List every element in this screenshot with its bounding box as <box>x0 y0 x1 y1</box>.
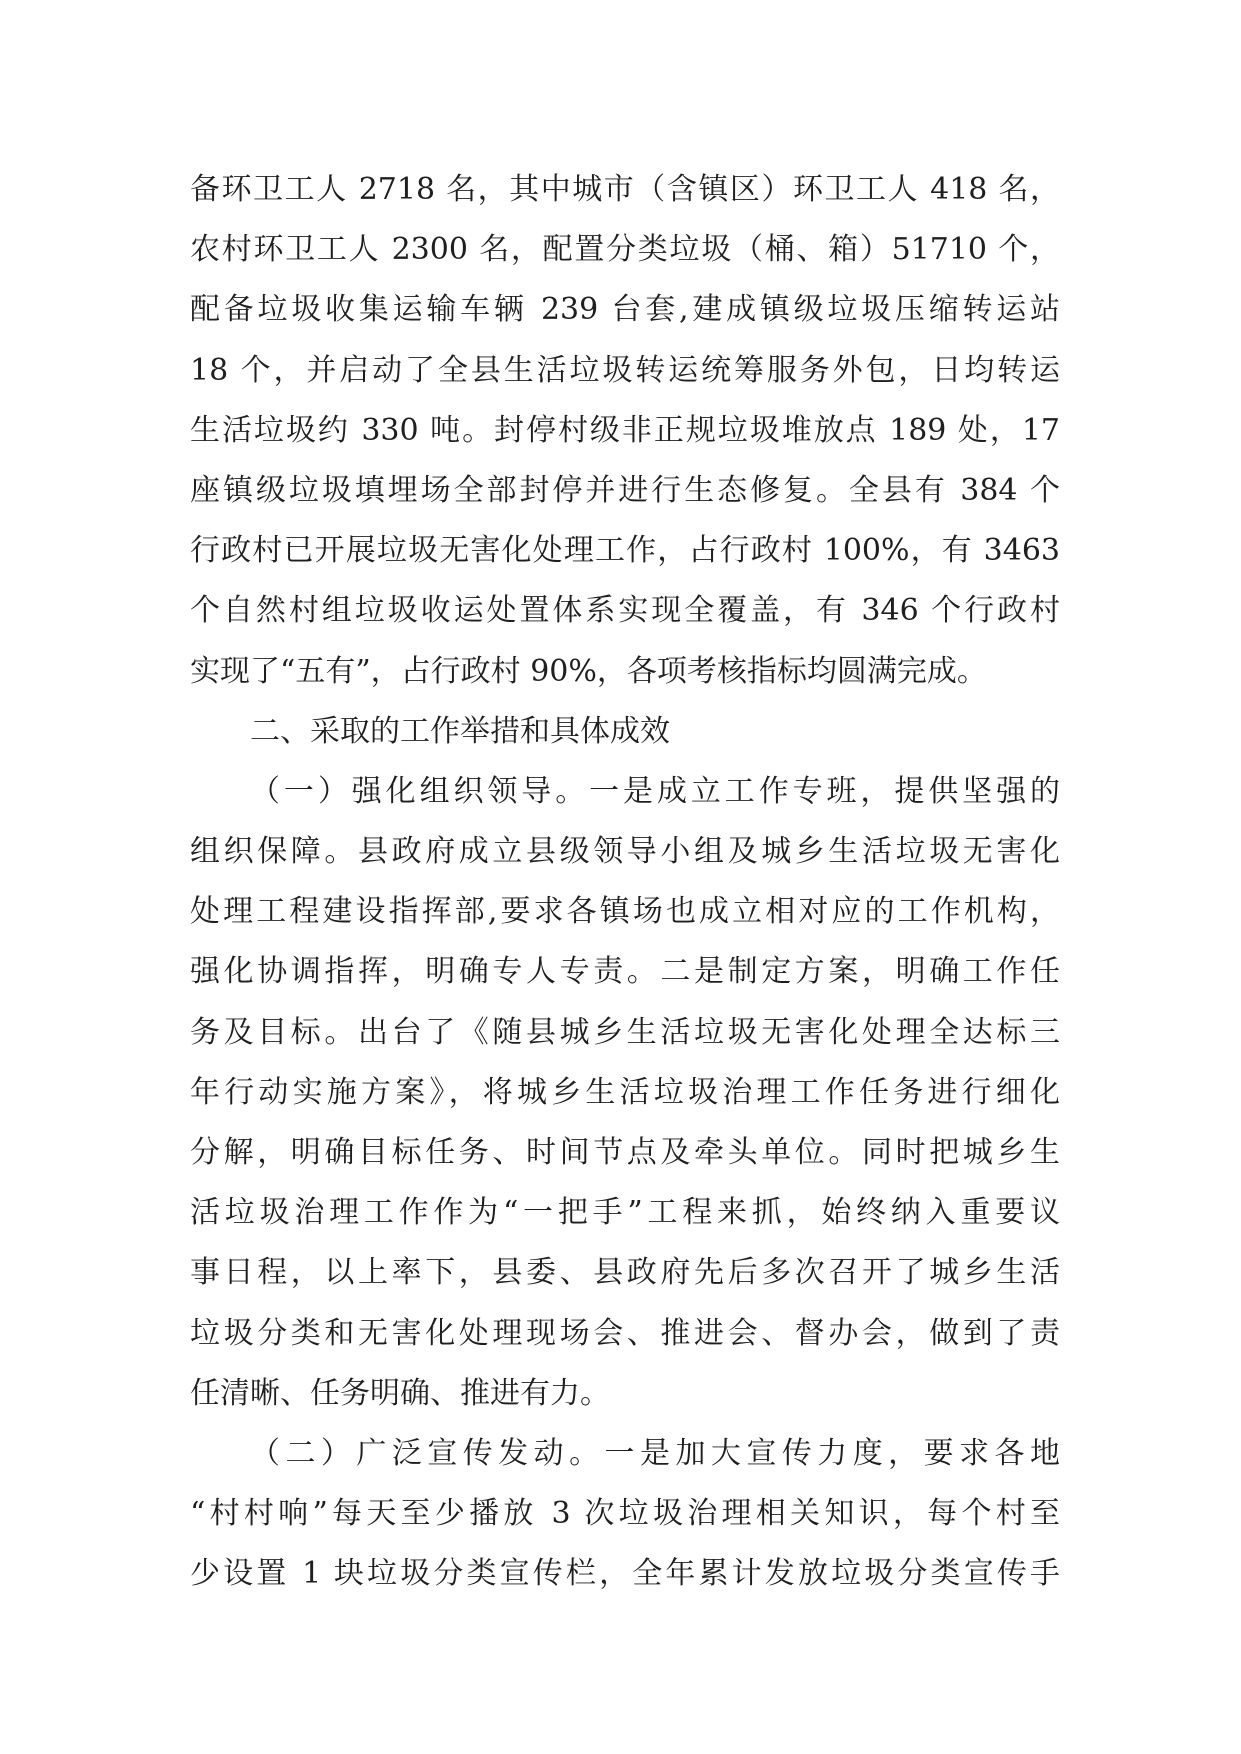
body-line: 年行动实施方案》，将城乡生活垃圾治理工作任务进行细化 <box>190 1074 1060 1110</box>
body-line: “村村响”每天至少播放 3 次垃圾治理相关知识，每个村至 <box>190 1496 1060 1532</box>
body-line: 18 个，并启动了全县生活垃圾转运统筹服务外包，日均转运 <box>190 352 1060 388</box>
body-line: 座镇级垃圾填埋场全部封停并进行生态修复。全县有 384 个 <box>190 472 1060 508</box>
body-line: （二）广泛宣传发动。一是加大宣传力度，要求各地 <box>250 1435 1060 1471</box>
section-heading: 二、采取的工作举措和具体成效 <box>250 713 670 749</box>
body-line: 实现了“五有”，占行政村 90%，各项考核指标均圆满完成。 <box>190 653 987 689</box>
body-line: （一）强化组织领导。一是成立工作专班，提供坚强的 <box>250 773 1060 809</box>
body-line: 行政村已开展垃圾无害化处理工作，占行政村 100%，有 3463 <box>190 533 1060 569</box>
body-line: 务及目标。出台了《随县城乡生活垃圾无害化处理全达标三 <box>190 1014 1060 1050</box>
body-line: 配备垃圾收集运输车辆 239 台套,建成镇级垃圾压缩转运站 <box>190 292 1060 328</box>
body-line: 处理工程建设指挥部,要求各镇场也成立相对应的工作机构， <box>190 894 1060 930</box>
body-line: 垃圾分类和无害化处理现场会、推进会、督办会，做到了责 <box>190 1315 1060 1351</box>
body-line: 任清晰、任务明确、推进有力。 <box>190 1375 610 1411</box>
body-line: 事日程，以上率下，县委、县政府先后多次召开了城乡生活 <box>190 1255 1060 1291</box>
body-line: 个自然村组垃圾收运处置体系实现全覆盖，有 346 个行政村 <box>190 593 1060 629</box>
body-line: 强化协调指挥，明确专人专责。二是制定方案，明确工作任 <box>190 954 1060 990</box>
body-line: 组织保障。县政府成立县级领导小组及城乡生活垃圾无害化 <box>190 834 1060 870</box>
document-body <box>190 160 1060 1605</box>
body-line: 农村环卫工人 2300 名，配置分类垃圾（桶、箱）51710 个， <box>190 232 1060 268</box>
body-line: 活垃圾治理工作作为“一把手”工程来抓，始终纳入重要议 <box>190 1195 1060 1231</box>
body-line: 分解，明确目标任务、时间节点及牵头单位。同时把城乡生 <box>190 1135 1060 1170</box>
body-line: 生活垃圾约 330 吨。封停村级非正规垃圾堆放点 189 处，17 <box>190 412 1060 448</box>
body-line: 少设置 1 块垃圾分类宣传栏，全年累计发放垃圾分类宣传手 <box>190 1556 1060 1592</box>
body-line: 备环卫工人 2718 名，其中城市（含镇区）环卫工人 418 名， <box>190 172 1060 207</box>
